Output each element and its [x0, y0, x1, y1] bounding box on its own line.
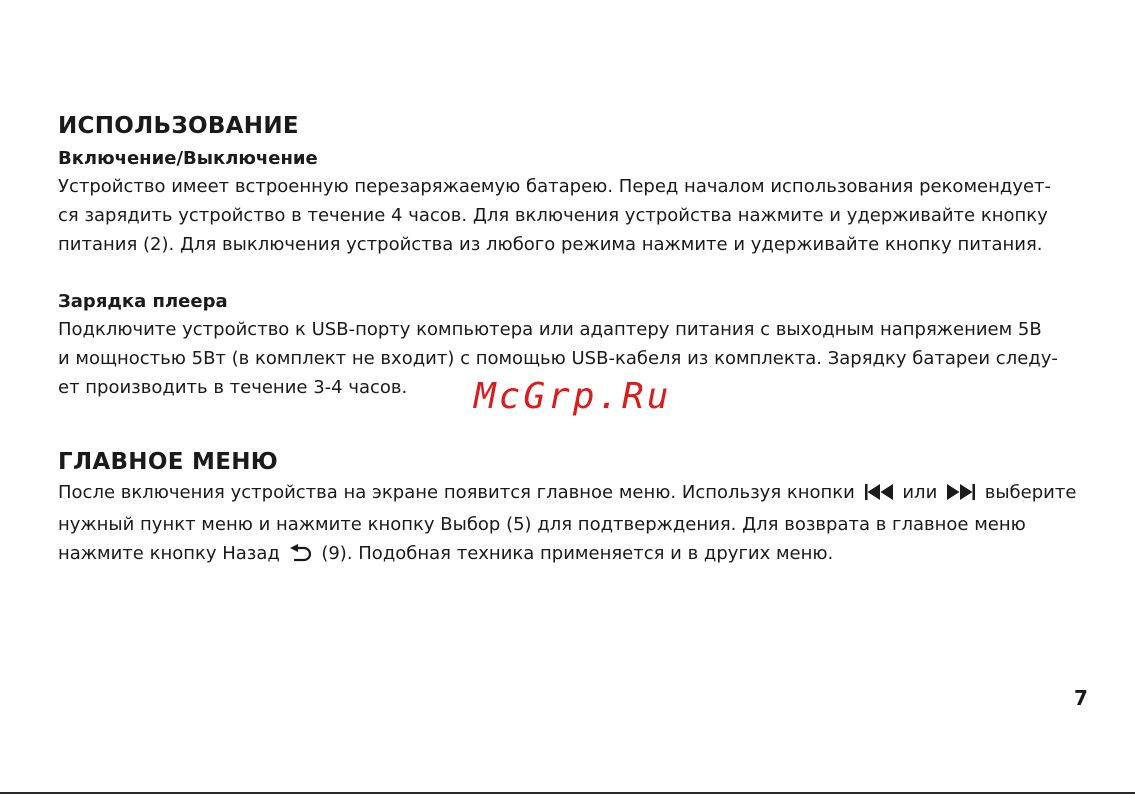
spacer [58, 259, 1083, 285]
power-line-3: питания (2). Для выключения устройства из любого режима нажмите и удерживайте кнопку питания. [58, 234, 1043, 255]
subheading-charging: Зарядка плеера [58, 291, 228, 312]
menu-line-1-text-b: или [902, 482, 938, 503]
power-line-2: ся зарядить устройство в течение 4 часов. Для включения устройства нажмите и удерживайте кнопку [58, 205, 1048, 226]
menu-line-3 [58, 539, 1083, 571]
menu-line-3-text-a: нажмите кнопку Назад [58, 543, 280, 564]
menu-line-3-text-b: (9). Подобная техника применяется и в других меню. [321, 543, 834, 564]
charging-line-2: и мощностью 5Вт (в комплект не входит) с помощью USB-кабеля из комплекта. Зарядку батареи следу- [58, 348, 1058, 369]
menu-line-1 [58, 478, 1083, 510]
menu-line-1-text-a: После включения устройства на экране появится главное меню. Используя кнопки [58, 482, 855, 503]
bottom-divider [0, 792, 1135, 794]
menu-line-1-text-c: выберите [984, 482, 1077, 503]
section-title-main-menu: ГЛАВНОЕ МЕНЮ [58, 449, 279, 475]
skip-next-icon [946, 481, 976, 510]
menu-line-2: нужный пункт меню и нажмите кнопку Выбор (5) для подтверждения. Для возврата в главное меню [58, 514, 1026, 535]
page-content [58, 110, 1083, 571]
section-title-usage: ИСПОЛЬЗОВАНИЕ [58, 113, 299, 139]
watermark: McGrp.Ru [474, 376, 672, 417]
charging-line-3: ет производить в течение 3-4 часов. [58, 377, 408, 398]
page-number: 7 [1074, 686, 1088, 710]
skip-previous-icon [864, 481, 894, 510]
back-arrow-icon [289, 542, 313, 571]
power-line-1: Устройство имеет встроенную перезаряжаемую батарею. Перед началом использования рекомендует- [58, 176, 1052, 197]
subheading-power: Включение/Выключение [58, 148, 318, 169]
charging-line-1: Подключите устройство к USB-порту компьютера или адаптеру питания с выходным напряжением 5В [58, 319, 1042, 340]
